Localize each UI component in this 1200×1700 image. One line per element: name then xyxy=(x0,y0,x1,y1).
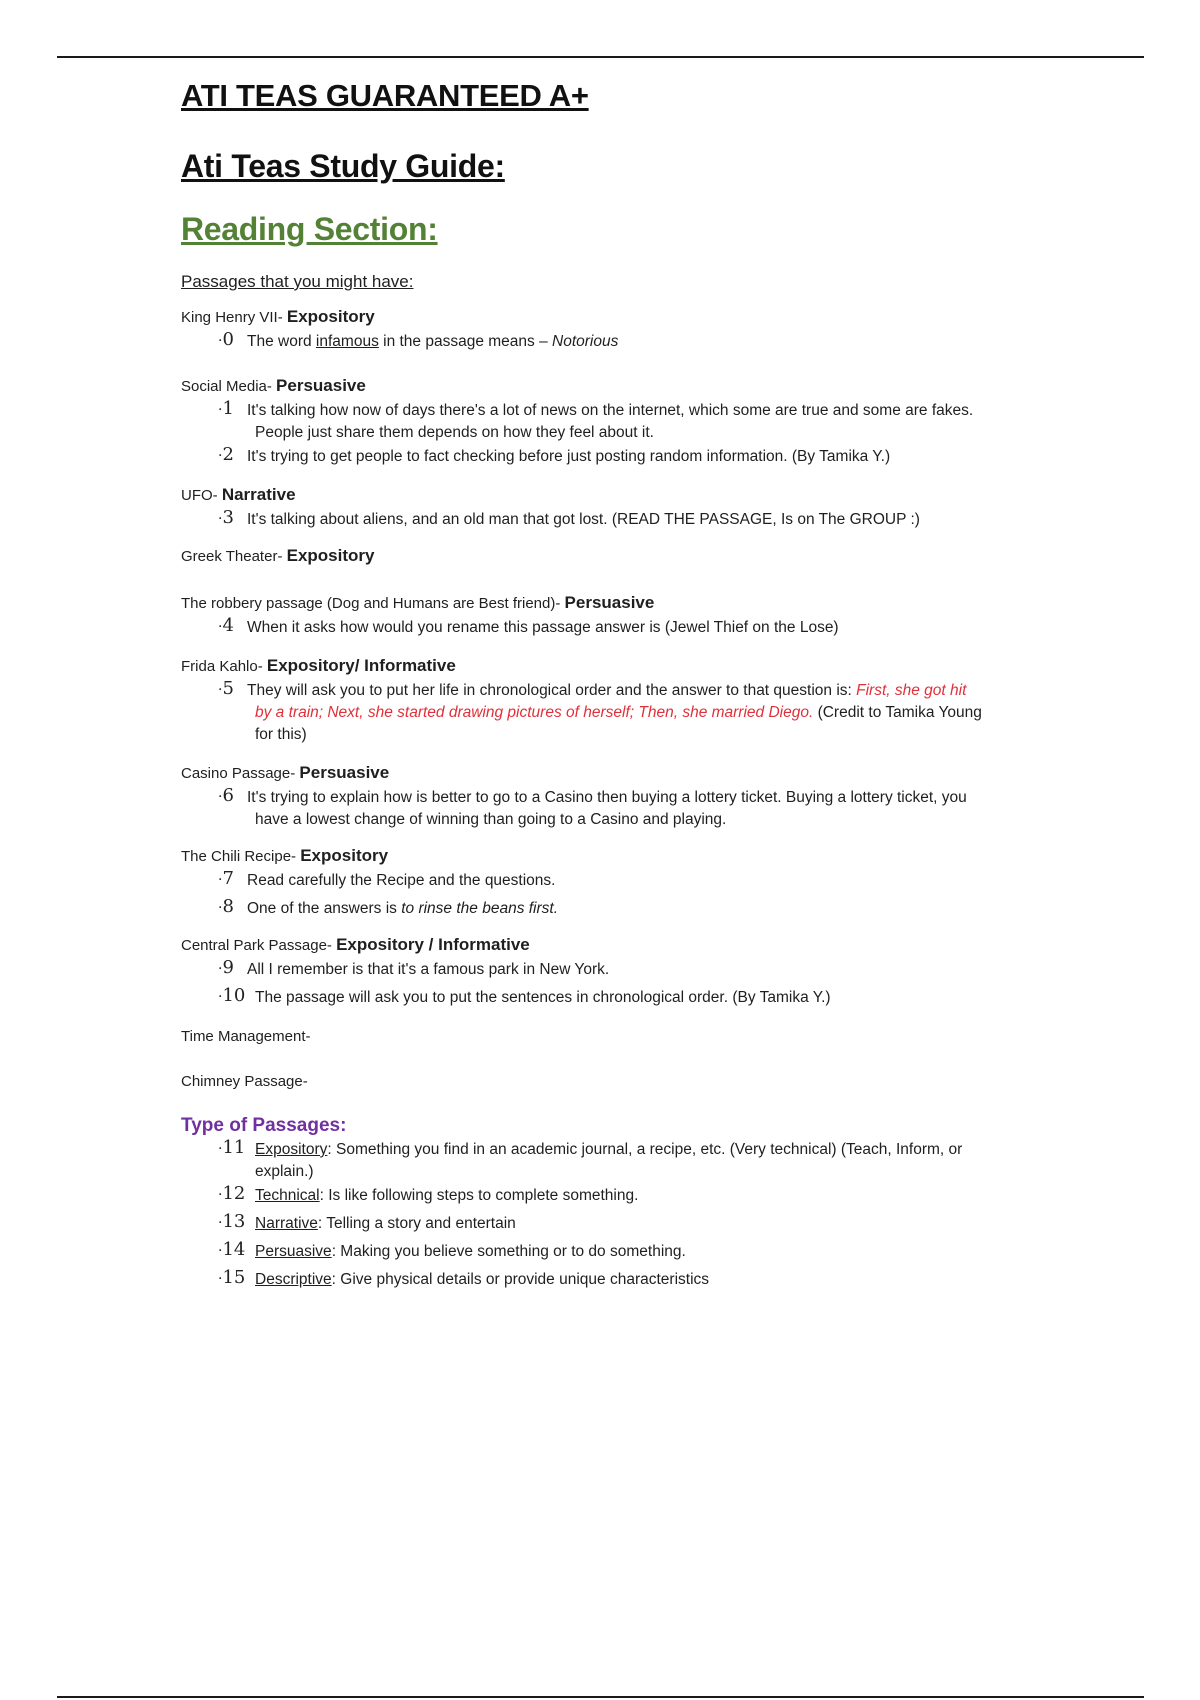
passage-name: Casino Passage- xyxy=(181,765,300,782)
bullet-text: The word xyxy=(247,333,316,350)
list-item xyxy=(218,787,1041,831)
term: Expository xyxy=(255,1141,328,1158)
bullet-list xyxy=(181,1139,1041,1291)
bullet-text-cont: for this) xyxy=(255,726,307,743)
term: Narrative xyxy=(255,1215,318,1232)
bullet-number: · 5 xyxy=(218,678,234,701)
passage-genre: Persuasive xyxy=(299,763,390,782)
definition-cont: explain.) xyxy=(255,1163,314,1180)
passage-king-henry xyxy=(181,306,1041,353)
list-item xyxy=(218,509,1041,531)
bullet-text: When it asks how would you rename this passage answer is (Jewel Thief on the Lose) xyxy=(247,619,839,636)
list-item xyxy=(218,898,1041,920)
passage-robbery xyxy=(181,592,1041,639)
bullet-text: (Credit to Tamika Young xyxy=(813,704,982,721)
passage-genre: Expository xyxy=(286,307,375,326)
reading-section-heading: Reading Section: xyxy=(181,211,438,247)
bullet-number: · 12 xyxy=(218,1183,245,1206)
passage-social-media xyxy=(181,375,1041,468)
bullet-text-cont: have a lowest change of winning than going to a Casino and playing. xyxy=(255,811,727,828)
bullet-number: · 3 xyxy=(218,507,234,530)
passage-genre: Expository xyxy=(286,546,375,565)
red-answer: First, she got hit xyxy=(856,682,967,699)
passage-name: Social Media- xyxy=(181,378,277,395)
bullet-number: · 1 xyxy=(218,398,234,421)
bullet-number: · 10 xyxy=(218,985,245,1008)
bullet-number: · 4 xyxy=(218,615,234,638)
list-item xyxy=(218,446,1041,468)
bullet-number: · 15 xyxy=(218,1267,245,1290)
list-item xyxy=(218,959,1041,981)
passage-genre: Persuasive xyxy=(564,593,655,612)
bullet-number: · 9 xyxy=(218,957,234,980)
passage-name: Central Park Passage- xyxy=(181,937,337,954)
bullet-text: All I remember is that it's a famous park in New York. xyxy=(247,961,610,978)
bullet-number: · 2 xyxy=(218,444,234,467)
list-item xyxy=(218,1269,1041,1291)
bullet-text: It's trying to get people to fact checking before just posting random information. (By Tamika Y.) xyxy=(247,448,891,465)
bullet-text: in the passage means – xyxy=(378,333,553,350)
passage-name: Time Management- xyxy=(181,1028,311,1045)
bullet-list xyxy=(181,787,1041,831)
bullet-text: The passage will ask you to put the sentences in chronological order. (By Tamika Y.) xyxy=(255,989,831,1006)
passage-chili-recipe xyxy=(181,845,1041,920)
list-item xyxy=(218,987,1041,1009)
bullet-list xyxy=(181,509,1041,531)
passage-name: Frida Kahlo- xyxy=(181,658,267,675)
bullet-number: · 0 xyxy=(218,329,234,352)
red-answer: by a train; Next, she started drawing pictures of herself; Then, she married Diego. xyxy=(255,704,814,721)
bullet-text: Read carefully the Recipe and the questions. xyxy=(247,872,556,889)
bottom-rule xyxy=(57,1696,1144,1698)
list-item xyxy=(218,1241,1041,1263)
definition: : Is like following steps to complete something. xyxy=(319,1187,639,1204)
passages-intro: Passages that you might have: xyxy=(181,272,414,291)
italic-answer: Notorious xyxy=(552,333,619,350)
definition: : Something you find in an academic journal, a recipe, etc. (Very technical) (Teach, Inform, or xyxy=(327,1141,963,1158)
list-item xyxy=(218,617,1041,639)
bullet-text: It's talking about aliens, and an old man that got lost. (READ THE PASSAGE, Is on The GROUP :) xyxy=(247,511,920,528)
bullet-text: It's trying to explain how is better to go to a Casino then buying a lottery ticket. Buying a lottery ticket, you xyxy=(247,789,967,806)
passage-name: Greek Theater- xyxy=(181,548,287,565)
passage-chimney xyxy=(181,1070,1041,1093)
bullet-text: They will ask you to put her life in chronological order and the answer to that question is: xyxy=(247,682,857,699)
bullet-text: It's talking how now of days there's a lot of news on the internet, which some are true and some are fakes. xyxy=(247,402,974,419)
passage-genre: Expository/ Informative xyxy=(266,656,456,675)
bullet-list xyxy=(181,870,1041,920)
bullet-list xyxy=(181,331,1041,353)
bullet-number: · 11 xyxy=(218,1137,245,1160)
list-item xyxy=(218,680,1041,746)
list-item xyxy=(218,1139,1041,1183)
document-page xyxy=(181,72,1041,1297)
bullet-list xyxy=(181,617,1041,639)
passage-greek-theater xyxy=(181,545,1041,568)
passage-name: UFO- xyxy=(181,487,222,504)
bullet-number: · 13 xyxy=(218,1211,245,1234)
bullet-list xyxy=(181,680,1041,746)
top-rule xyxy=(57,56,1144,58)
passage-name: Chimney Passage- xyxy=(181,1073,308,1090)
term: Technical xyxy=(255,1187,320,1204)
italic-answer: to rinse the beans first. xyxy=(401,900,559,917)
doc-title: ATI TEAS GUARANTEED A+ xyxy=(181,78,589,113)
bullet-number: · 14 xyxy=(218,1239,245,1262)
list-item xyxy=(218,1185,1041,1207)
definition: : Give physical details or provide unique characteristics xyxy=(331,1271,710,1288)
bullet-number: · 8 xyxy=(218,896,234,919)
list-item xyxy=(218,400,1041,444)
type-of-passages-section xyxy=(181,1115,1041,1291)
list-item xyxy=(218,1213,1041,1235)
bullet-text: One of the answers is xyxy=(247,900,402,917)
passage-time-management xyxy=(181,1025,1041,1048)
list-item xyxy=(218,331,1041,353)
bullet-number: · 6 xyxy=(218,785,234,808)
passage-ufo xyxy=(181,484,1041,531)
type-of-passages-heading: Type of Passages: xyxy=(181,1115,347,1136)
term: Descriptive xyxy=(255,1271,332,1288)
definition: : Telling a story and entertain xyxy=(317,1215,516,1232)
underlined-word: infamous xyxy=(315,333,379,350)
bullet-text-cont: People just share them depends on how they feel about it. xyxy=(255,424,654,441)
passage-genre: Expository / Informative xyxy=(336,935,530,954)
definition: : Making you believe something or to do something. xyxy=(331,1243,686,1260)
passage-casino xyxy=(181,762,1041,831)
study-guide-title: Ati Teas Study Guide: xyxy=(181,148,505,184)
bullet-number: · 7 xyxy=(218,868,234,891)
passage-genre: Persuasive xyxy=(276,376,366,395)
bullet-list xyxy=(181,400,1041,468)
passage-central-park xyxy=(181,934,1041,1009)
passage-name: The robbery passage (Dog and Humans are Best friend)- xyxy=(181,595,565,612)
bullet-list xyxy=(181,959,1041,1009)
passage-genre: Expository xyxy=(300,846,389,865)
passage-name: The Chili Recipe- xyxy=(181,848,301,865)
passage-name: King Henry VII- xyxy=(181,309,287,326)
term: Persuasive xyxy=(255,1243,332,1260)
passage-genre: Narrative xyxy=(221,485,296,504)
list-item xyxy=(218,870,1041,892)
passage-frida-kahlo xyxy=(181,655,1041,746)
